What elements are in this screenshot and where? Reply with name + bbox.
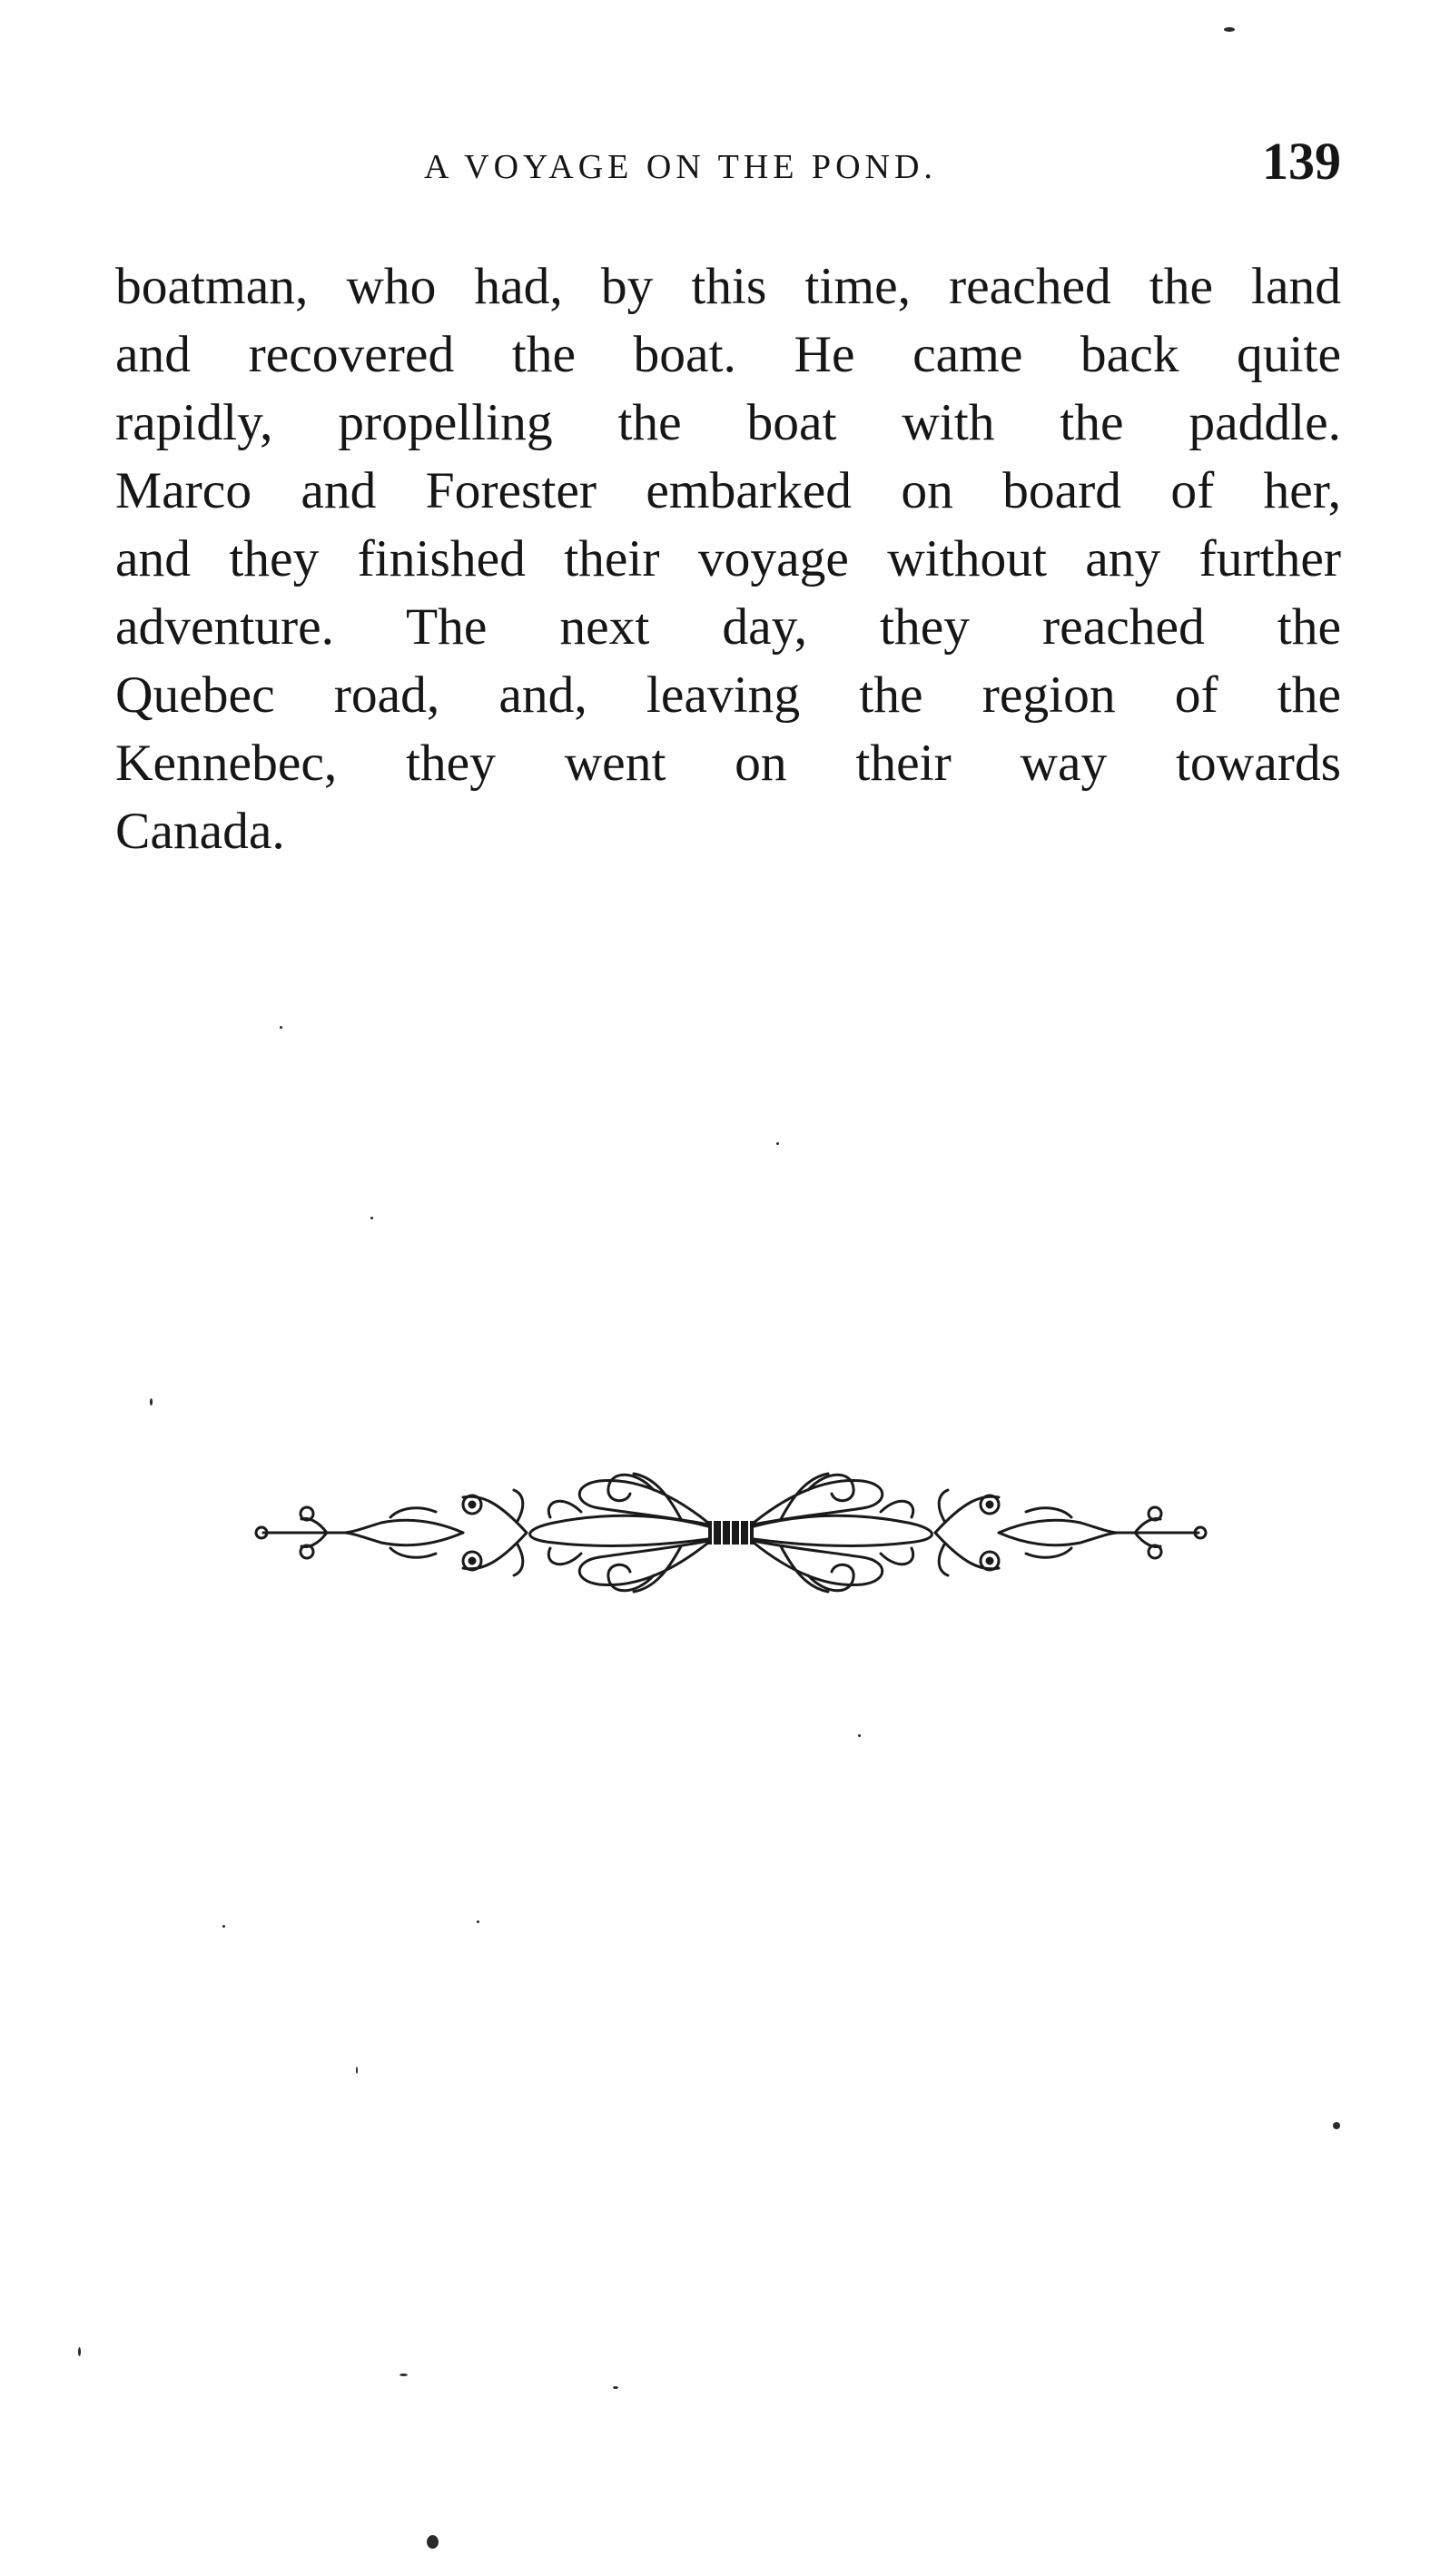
body-paragraph (115, 252, 1341, 865)
print-speck (370, 1217, 373, 1219)
text-line: and recovered the boat. He came back quite (115, 326, 1341, 383)
print-speck (1224, 27, 1235, 32)
running-head (115, 132, 1341, 200)
text-line: boatman, who had, by this time, reached the land (115, 258, 1341, 315)
text-line: Quebec road, and, leaving the region of the (115, 666, 1341, 724)
print-speck (1333, 2122, 1340, 2129)
floral-tailpiece-ornament-icon (254, 1457, 1208, 1607)
print-speck (399, 2374, 408, 2376)
text-line: Canada. (115, 803, 285, 860)
print-speck (356, 2067, 358, 2074)
print-speck (613, 2386, 618, 2389)
text-line: Kennebec, they went on their way towards (115, 735, 1341, 792)
print-speck (222, 1925, 225, 1928)
print-speck (150, 1398, 153, 1406)
print-speck (280, 1026, 282, 1029)
text-line: and they finished their voyage without any further (115, 530, 1341, 587)
text-line: adventure. The next day, they reached the (115, 598, 1341, 656)
text-line: rapidly, propelling the boat with the paddle. (115, 394, 1341, 451)
page-number: 139 (1262, 132, 1341, 191)
print-speck (78, 2347, 81, 2356)
print-speck (776, 1142, 779, 1145)
print-speck (427, 2535, 439, 2549)
text-line: Marco and Forester embarked on board of her, (115, 462, 1341, 519)
print-speck (858, 1734, 861, 1737)
print-speck (477, 1920, 479, 1923)
running-title: A VOYAGE ON THE POND. (424, 148, 937, 186)
